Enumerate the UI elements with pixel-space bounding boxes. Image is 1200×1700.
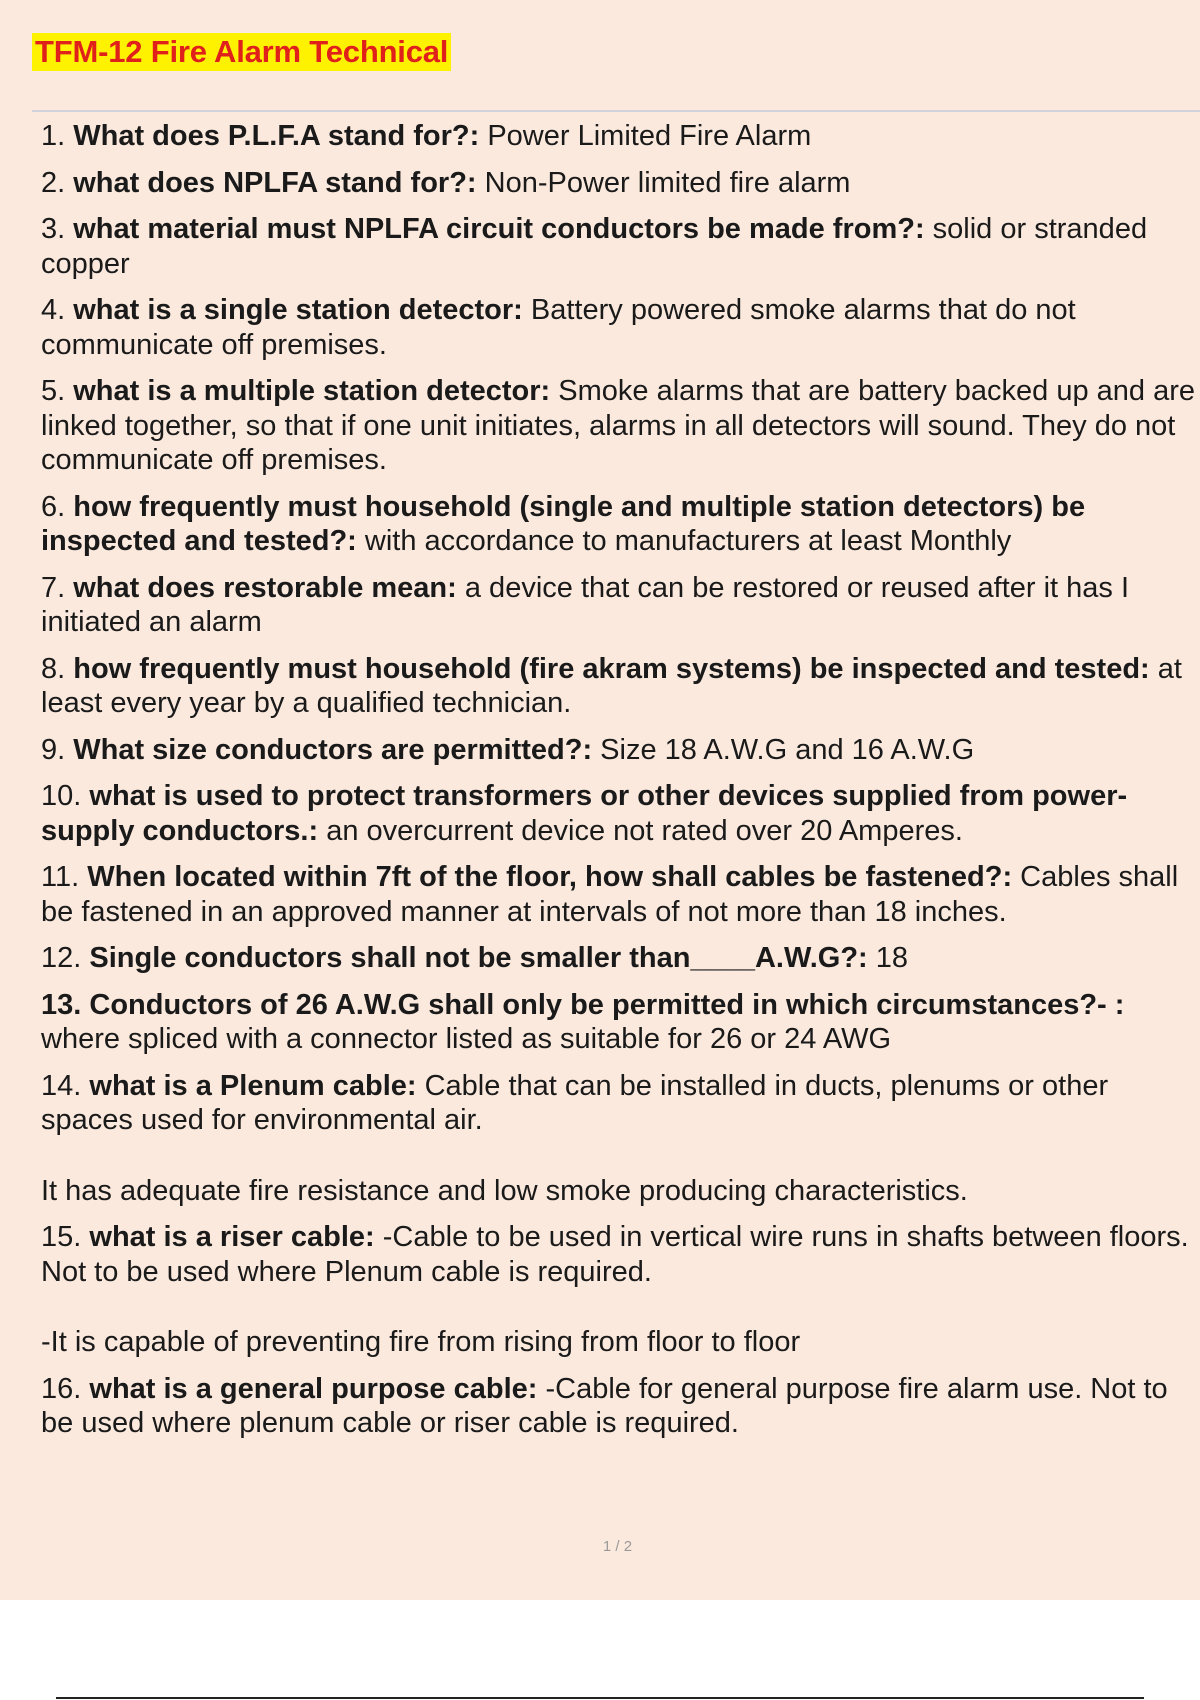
- qa-item-13: [41, 988, 1196, 1057]
- qa-list: [41, 119, 1196, 1453]
- qa-question: what is a single station detector:: [73, 294, 523, 326]
- title-divider: [32, 110, 1200, 112]
- qa-number: 16.: [41, 1372, 82, 1405]
- qa-item-10: [41, 779, 1196, 848]
- qa-answer: Cables shall be fastened in an approved manner at intervals of not more than 18 inches.: [41, 861, 1179, 928]
- qa-question: how frequently must household (single and multiple station detectors) be inspected and tested?:: [41, 490, 1086, 557]
- qa-number: 7.: [41, 571, 66, 604]
- qa-item-1: [41, 119, 1196, 154]
- document-title: TFM-12 Fire Alarm Technical: [32, 33, 451, 71]
- qa-question: When located within 7ft of the floor, how shall cables be fastened?:: [87, 861, 1013, 893]
- qa-answer: with accordance to manufacturers at least Monthly: [364, 525, 1012, 557]
- qa-question: What does P.L.F.A stand for?:: [73, 120, 480, 152]
- qa-question: what does NPLFA stand for?:: [73, 166, 477, 199]
- qa-number: 13.: [41, 988, 82, 1021]
- qa-item-7: [41, 571, 1196, 640]
- qa-question: what does restorable mean:: [73, 571, 457, 604]
- qa-number: 14.: [41, 1069, 82, 1102]
- qa-number: 1.: [41, 120, 66, 152]
- qa-item-2: [41, 166, 1196, 201]
- qa-answer: where spliced with a connector listed as suitable for 26 or 24 AWG: [41, 1023, 892, 1055]
- paragraph-gap: [41, 1138, 1196, 1174]
- qa-item-6: [41, 490, 1196, 559]
- qa-answer: solid or stranded copper: [41, 213, 1148, 280]
- qa-answer-continued: It has adequate fire resistance and low smoke producing characteristics.: [41, 1174, 968, 1207]
- qa-number: 11.: [41, 861, 80, 893]
- qa-question: what is a riser cable:: [89, 1221, 375, 1253]
- qa-answer: Cable that can be installed in ducts, plenums or other spaces used for environmental air.: [41, 1069, 1109, 1136]
- qa-number: 10.: [41, 780, 82, 812]
- qa-number: 15.: [41, 1221, 82, 1253]
- qa-question: What size conductors are permitted?:: [73, 733, 593, 766]
- qa-question: what material must NPLFA circuit conductors be made from?:: [73, 213, 925, 245]
- qa-answer: a device that can be restored or reused after it has I initiated an alarm: [41, 571, 1130, 638]
- qa-answer: an overcurrent device not rated over 20 Amperes.: [326, 814, 963, 847]
- qa-number: 12.: [41, 942, 82, 974]
- qa-answer: -Cable to be used in vertical wire runs in shafts between floors. Not to be used where Plenum cable is required.: [41, 1221, 1189, 1288]
- qa-question: how frequently must household (fire akram systems) be inspected and tested:: [73, 652, 1150, 685]
- qa-number: 4.: [41, 294, 66, 326]
- qa-number: 6.: [41, 490, 66, 523]
- qa-question: what is used to protect transformers or other devices supplied from power-supply conductors.:: [41, 780, 1128, 847]
- qa-item-15: [41, 1220, 1196, 1360]
- qa-question: what is a Plenum cable:: [89, 1069, 417, 1102]
- qa-item-3: [41, 212, 1196, 281]
- qa-item-14: [41, 1069, 1196, 1209]
- qa-item-11: [41, 860, 1196, 929]
- qa-answer: Battery powered smoke alarms that do not communicate off premises.: [41, 294, 1076, 361]
- qa-item-8: [41, 652, 1196, 721]
- next-page-edge: [56, 1697, 1144, 1699]
- qa-number: 9.: [41, 733, 66, 766]
- qa-item-16: [41, 1372, 1196, 1441]
- qa-answer: Smoke alarms that are battery backed up and are: [558, 375, 1196, 407]
- qa-item-5: [41, 374, 1196, 478]
- paragraph-gap: [41, 1289, 1196, 1325]
- qa-answer: Size 18 A.W.G and 16 A.W.G: [600, 733, 975, 766]
- qa-answer: 18: [875, 942, 909, 974]
- qa-answer: Power Limited Fire Alarm: [487, 120, 812, 152]
- qa-number: 5.: [41, 375, 66, 407]
- page-indicator: 1 / 2: [602, 1538, 633, 1555]
- qa-item-12: [41, 941, 1196, 976]
- qa-question: what is a general purpose cable:: [89, 1372, 538, 1405]
- qa-number: 3.: [41, 213, 66, 245]
- qa-question: Single conductors shall not be smaller than____A.W.G?:: [89, 942, 868, 974]
- qa-question: what is a multiple station detector:: [73, 375, 551, 407]
- qa-item-4: [41, 293, 1196, 362]
- qa-answer-continued: linked together, so that if one unit initiates, alarms in all detectors will sound. They do not communicate off premises.: [41, 409, 1176, 476]
- qa-number: 2.: [41, 166, 66, 199]
- qa-question: Conductors of 26 A.W.G shall only be permitted in which circumstances?- :: [89, 988, 1125, 1021]
- qa-answer-continued: -It is capable of preventing fire from rising from floor to floor: [41, 1326, 801, 1358]
- qa-answer: -Cable for general purpose fire alarm use. Not to be used where plenum cable or riser cable is required.: [41, 1372, 1168, 1439]
- qa-item-9: [41, 733, 1196, 768]
- qa-answer: at least every year by a qualified technician.: [41, 652, 1182, 719]
- qa-answer: Non-Power limited fire alarm: [484, 166, 851, 199]
- qa-number: 8.: [41, 652, 66, 685]
